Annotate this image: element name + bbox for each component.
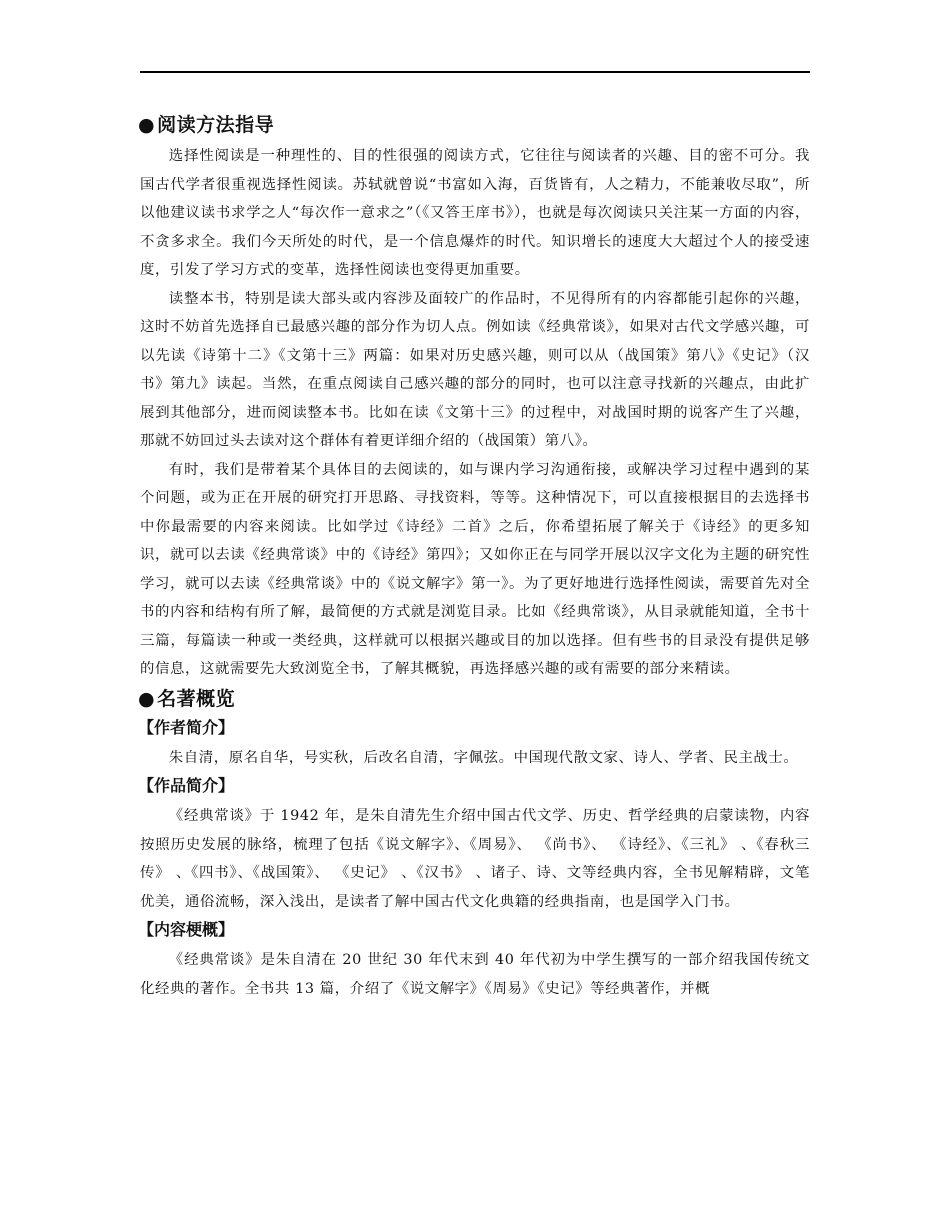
section-heading-reading-method (138, 112, 810, 138)
document-content (140, 112, 810, 1003)
paragraph: 有时，我们是带着某个具体目的去阅读的，如与课内学习沟通衔接，或解决学习过程中遇到的某个问题，或为正在开展的研究打开思路、寻找资料，等等。这种情况下，可以直接根据目的去选择书中你最需要的内容来阅读。比如学过《诗经》二首》之后，你希望拓展了解关于《诗经》的更多知识，就可以去读《经典常谈》中的《诗经》第四》；又如你正在与同学开展以汉字文化为主题的研究性学习，就可以去读《经典常谈》中的《说文解字》第一》。为了更好地进行选择性阅读，需要首先对全书的内容和结构有所了解，最简便的方式就是浏览目录。比如《经典常谈》，从目录就能知道，全书十三篇，每篇读一种或一类经典，这样就可以根据兴趣或目的加以选择。但有些书的目录没有提供足够的信息，这就需要先大致浏览全书，了解其概貌，再选择感兴趣的或有需要的部分来精读。 (140, 461, 810, 677)
section-heading-overview (138, 686, 810, 712)
paragraph: 选择性阅读是一种理性的、目的性很强的阅读方式，它往往与阅读者的兴趣、目的密不可分。我国古代学者很重视选择性阅读。苏轼就曾说“书富如入海，百货皆有，人之精力，不能兼收尽取”，所以他建议读书求学之人“每次作一意求之”（《又答王庠书》），也就是每次阅读只关注某一方面的内容，不贪多求全。我们今天所处的时代，是一个信息爆炸的时代。知识增长的速度大大超过个人的接受速度，引发了学习方式的变革，选择性阅读也变得更加重要。 (140, 148, 810, 278)
paragraph: 读整本书，特别是读大部头或内容涉及面较广的作品时，不见得所有的内容都能引起你的兴趣，这时不妨首先选择自已最感兴趣的部分作为切人点。例如读《经典常谈》，如果对古代文学感兴趣，可以先读《诗第十二》《文第十三》两篇：如果对历史感兴趣，则可以从（战国策》第八》《史记》（汉书》第九》读起。当然，在重点阅读自己感兴趣的部分的同时，也可以注意寻找新的兴趣点，由此扩展到其他部分，进而阅读整本书。比如在读《文第十三》的过程中，对战国时期的说客产生了兴趣，那就不妨回过头去读对这个群体有着更详细介绍的（战国策）第八》。 (140, 290, 810, 449)
header-rule (140, 71, 810, 73)
bullet-icon: ● (138, 114, 156, 136)
section-heading-text: 阅读方法指导 (157, 114, 275, 136)
paragraph-work: 《经典常谈》于 1942 年，是朱自清先生介绍中国古代文学、历史、哲学经典的启蒙读物，内容按照历史发展的脉络，梳理了包括《说文解字》、《周易》、 《尚书》、 《诗经》、《三礼》 、《春秋三传》 、《四书》、《战国策》、 《史记》 、《汉书》 、诸子、诗、文等经典内容，全书见解精辟，文笔优美，通俗流畅，深入浅出，是读者了解中国古代文化典籍的经典指南，也是国学入门书。 (140, 808, 810, 910)
subheading-summary: 【内容梗概】 (138, 920, 235, 939)
section-heading-text: 名著概览 (157, 687, 236, 710)
subheading-work: 【作品简介】 (138, 776, 235, 795)
paragraph-summary: 《经典常谈》是朱自清在 20 世纪 30 年代末到 40 年代初为中学生撰写的一部介绍我国传统文化经典的著作。全书共 13 篇，介绍了《说文解字》《周易》《史记》等经典著作，并概 (140, 952, 810, 997)
subheading-author: 【作者简介】 (138, 717, 235, 737)
bullet-icon: ● (138, 687, 156, 710)
paragraph-author: 朱自清，原名自华，号实秋，后改名自清，字佩弦。中国现代散文家、诗人、学者、民主战士。 (168, 749, 799, 766)
